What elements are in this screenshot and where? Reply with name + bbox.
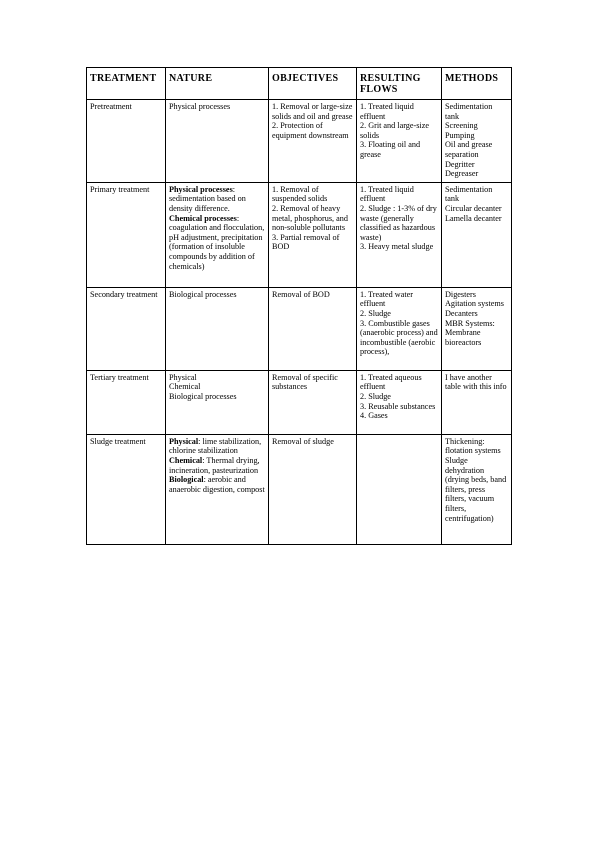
flow-item: 2. Sludge [360,308,391,318]
flow-item: 2. Sludge [360,391,391,401]
nature-label: Physical processes [169,184,233,194]
method-item: Oil and grease separation [445,140,493,159]
flow-item: 1. Treated water effluent [360,289,413,309]
nature-line [169,475,265,494]
nature-text: Chemical [169,382,201,392]
cell-resulting-flows [357,287,442,370]
cell-methods [442,434,512,544]
nature-text: : sedimentation based on density difference. [169,184,246,213]
method-item: Sedimentation tank [445,184,493,204]
cell-objectives [269,434,357,544]
table-row [87,100,512,183]
header-methods: METHODS [442,68,512,100]
objective-item: Removal of specific substances [272,372,338,392]
nature-line [169,437,265,456]
method-item: Sedimentation tank [445,102,493,121]
table-row [87,434,512,544]
cell-treatment: Sludge treatment [87,434,166,544]
cell-treatment: Pretreatment [87,100,166,183]
cell-nature [166,287,269,370]
cell-objectives [269,370,357,434]
cell-methods [442,182,512,287]
objective-item: 1. Removal of suspended solids [272,184,328,204]
cell-objectives [269,182,357,287]
cell-treatment: Primary treatment [87,182,166,287]
method-item: Thickening: flotation systems [445,436,501,456]
cell-treatment: Secondary treatment [87,287,166,370]
method-item: Degreaser [445,169,479,179]
nature-text: Biological processes [169,391,237,401]
method-item: Degritter [445,159,475,169]
header-objectives: OBJECTIVES [269,68,357,100]
nature-line [169,290,265,300]
cell-resulting-flows [357,100,442,183]
flow-item: 1. Treated liquid effluent [360,184,414,204]
objective-item: Removal of BOD [272,289,330,299]
method-item: I have another table with this info [445,372,507,392]
cell-treatment: Tertiary treatment [87,370,166,434]
table-body [87,100,512,545]
method-item: Pumping [445,130,475,140]
flow-item: 3. Combustible gases (anaerobic process) and incombustible (aerobic process), [360,318,438,357]
nature-text: Physical processes [169,102,231,111]
objective-item: Removal of sludge [272,436,334,446]
cell-resulting-flows [357,434,442,544]
cell-nature [166,100,269,183]
header-treatment: TREATMENT [87,68,166,100]
flow-item: 3. Reusable substances [360,401,436,411]
nature-line [169,382,265,392]
table-row [87,182,512,287]
objective-item: 2. Removal of heavy metal, phosphorus, and non-soluble pollutants [272,203,348,233]
nature-text: Biological processes [169,289,237,299]
flow-item: 2. Sludge : 1-3% of dry waste (generally classified as hazardous waste) [360,203,437,242]
flow-item: 1. Treated liquid effluent [360,102,414,121]
nature-text: Physical [169,372,197,382]
nature-label: Chemical [169,455,203,465]
table-row [87,287,512,370]
cell-objectives [269,100,357,183]
objective-item: 1. Removal or large-size solids and oil and grease [272,102,353,121]
cell-methods [442,287,512,370]
nature-line [169,185,265,214]
nature-text: : coagulation and flocculation, pH adjustment, precipitation (formation of insoluble compounds by addition of chemicals) [169,213,265,271]
header-resulting-flows: RESULTING FLOWS [357,68,442,100]
cell-methods [442,100,512,183]
method-item: Screening [445,121,478,131]
flow-item: 3. Floating oil and grease [360,140,421,159]
method-item: Agitation systems [445,299,504,309]
table-header [87,68,512,100]
header-nature: NATURE [166,68,269,100]
nature-text: : aerobic and anaerobic digestion, compost [169,475,265,494]
objective-item: 2. Protection of equipment downstream [272,121,349,140]
flow-item: 3. Heavy metal sludge [360,242,434,252]
nature-line [169,214,265,272]
cell-resulting-flows [357,370,442,434]
nature-line [169,392,265,402]
nature-line [169,373,265,383]
flow-item: 1. Treated aqueous effluent [360,372,422,392]
nature-label: Biological [169,475,204,485]
nature-text: : lime stabilization, chlorine stabilization [169,436,262,456]
cell-nature [166,370,269,434]
nature-line [169,456,265,475]
cell-objectives [269,287,357,370]
method-item: Decanters [445,308,478,318]
nature-label: Physical [169,436,199,446]
treatment-table [86,67,512,545]
cell-nature [166,434,269,544]
nature-label: Chemical processes [169,213,237,223]
objective-item: 3. Partial removal of BOD [272,232,340,252]
cell-resulting-flows [357,182,442,287]
nature-line [169,102,265,112]
method-item: Sludge dehydration (drying beds, band filters, press filters, vacuum filters, centrifugation) [445,455,507,523]
method-item: MBR Systems: Membrane bioreactors [445,318,495,347]
method-item: Digesters [445,289,476,299]
flow-item: 2. Grit and large-size solids [360,121,429,140]
method-item: Lamella decanter [445,213,502,223]
table-row [87,370,512,434]
flow-item: 4. Gases [360,411,388,421]
cell-methods [442,370,512,434]
nature-text: : Thermal drying, incineration, pasteurization [169,455,260,475]
method-item: Circular decanter [445,203,502,213]
cell-nature [166,182,269,287]
